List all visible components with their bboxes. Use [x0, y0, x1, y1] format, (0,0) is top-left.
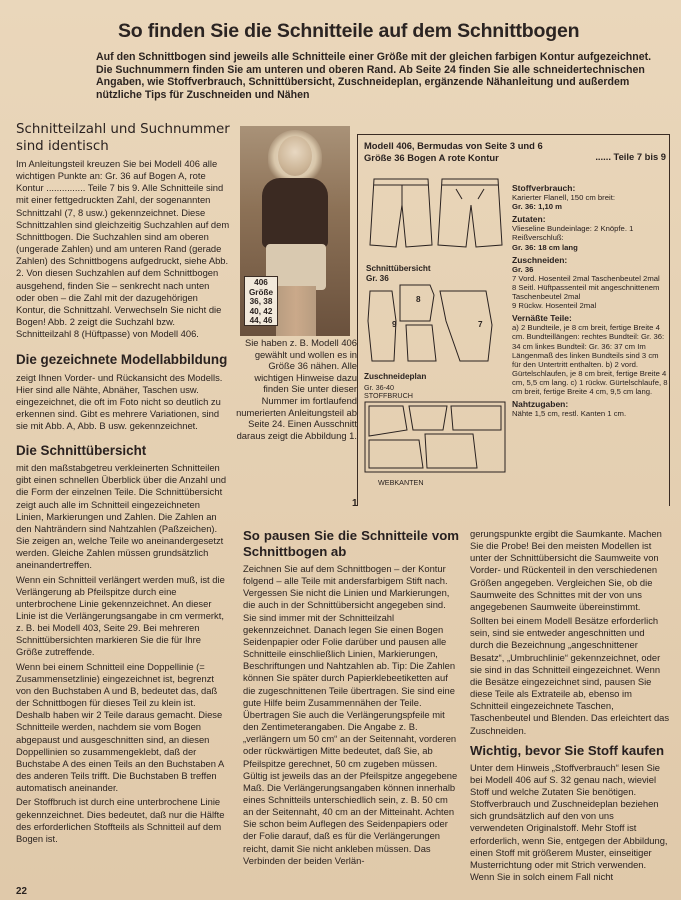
shorts-drawing	[366, 175, 506, 253]
stoffverbrauch-size: Gr. 36: 1,10 m	[512, 202, 562, 212]
section-title-abpausen: So pausen Sie die Schnitteile vom Schnittbogen ab	[243, 528, 459, 559]
piece-number-7: 7	[478, 320, 483, 329]
zutaten-title: Zutaten:	[512, 214, 546, 225]
stoffverbrauch-text: Karierter Flanell, 150 cm breit:	[512, 193, 615, 203]
section-title-schnittuebersicht: Die Schnittübersicht	[16, 442, 147, 458]
layout-label: Zuschneideplan	[364, 372, 427, 381]
section-text-schnittuebersicht-4: Der Stoffbruch ist durch eine unterbrochene Linie gekennzeichnet. Dies bedeutet, daß nur die Hälfte des erforderlichen Stoffteils als Schnitteil auf dem Bogen ist.	[16, 796, 225, 844]
panel-header-line1: Modell 406, Bermudas von Seite 3 und 6	[364, 140, 543, 151]
section-text-schnittuebersicht-2: Wenn ein Schnitteil verlängert werden muß, ist die Verlängerung ab Pfeilspitze durch eine unterbrochene Linie gekennzeichnet. An dieser Linie ist die Verlängerungsangabe in cm vermerkt, z. B. bei Modell 403, Seite 29. Bei mehreren Schnittübersichten markieren Sie die für Ihre Größe zutreffende.	[16, 573, 225, 658]
page-title: So finden Sie die Schnitteile auf dem Schnittbogen	[118, 20, 580, 42]
intro-paragraph: Auf den Schnittbogen sind jeweils alle Schnitteile einer Größe mit der gleichen farbigen Kontur aufgezeichnet. Die Suchnummern finden Sie am unteren und oberen Rand. Ab Seite 24 finden Sie alle schneidertechnischen Angaben, wie Stoffverbrauch, Schnittübersicht, Zuschneideplan, ergänzende Nähanleitung und außerdem nützliche Tips für Zuschneiden und Nähen	[96, 51, 652, 102]
section-title-stoff-kaufen: Wichtig, bevor Sie Stoff kaufen	[470, 742, 665, 758]
cutting-layout-drawing	[363, 400, 507, 490]
right-column	[470, 528, 670, 885]
zuschneiden-size: Gr. 36	[512, 264, 534, 274]
figure-number: 1	[352, 498, 358, 509]
panel-header-line2: Größe 36 Bogen A rote Kontur	[364, 151, 499, 163]
section-text-schnitteilzahl: Im Anleitungsteil kreuzen Sie bei Modell 406 alle wichtigen Punkte an: Gr. 36 auf Bogen A, rote Kontur ............... Teile 7 bis 9. Alle Schnitteile sind mit einer fettgedruckten Zahl, der sogenannten Schnittzahl (7, 8 usw.) gekennzeichnet. Diese Schnittzahlen sind gleichzeitig Suchzahlen auf dem Schnittbogen. Die Suchzahlen sind am oberen (ungerade Zahlen) und am unteren Rand (gerade Zahlen) des Schnittbogens aufgedruckt, siehe Abb. 2. Von diesen Suchzahlen auf dem Schnittbogen ausgehend, finden Sie – senkrecht nach unten oder oben – die Zahl mit der dazugehörigen Kontur, die Schnittzahl. Verwechseln Sie nicht die Bogen! Abb. 2 zeigt die Suchzahl bzw. Schnitteilzahl 8 (Hüftpasse) von Modell 406.	[16, 158, 230, 340]
piece-number-8: 8	[416, 295, 421, 304]
teile-text: a) 2 Bundteile, je 8 cm breit, fertige Breite 4 cm. Bundteillängen: rechtes Bundteil: Gr. 36: 34 cm linkes Bundteil: Gr. 36: 37 cm Im Längenmaß des linken Bundteils sind 3 cm für den Untertritt enthalten. b) 2 vord. Gürtelschlaufen, je 8 cm breit, fertige Breite 4 cm, 5,5 cm lang. c) 1 rückw. Gürtelschlaufe, 8 cm breit, fertige Breite 4 cm, 9,5 cm lang.	[512, 323, 668, 396]
section-text-abpausen: Zeichnen Sie auf dem Schnittbogen – der Kontur folgend – alle Teile mit andersfarbigem Stift nach. Vergessen Sie nicht die Linien und Markierungen, die auch in der Schnittübersicht angegeben sind. Sie sind immer mit der Schnitteilzahl gekennzeichnet. Danach legen Sie einen Bogen Seidenpapier oder Folie darüber und pausen alle Schnitteile einschließlich Linien, Markierungen, Beschriftungen und Nahtzahlen ab. Tip: Die Zahlen können Sie später durch Papierklebeetiketten auf die zugeschnittenen Teile übertragen. Sie sind eine gute Hilfe beim Zusammennähen der Teile. Übertragen Sie auch die Verlängerungspfeile mit den Zentimeterangaben. Die Angabe z. B. „verlängern um 50 cm“ an der Seitennaht, vorderen oder rückwärtigen Mitte bedeutet, daß Sie, ab Pfeilspitze gerechnet, 50 cm zugeben müssen. Gültig ist jeweils das an der Pfeilspitze angegebene Maß. Die Verlängerungsangaben können innerhalb eines Schnitteils unterschiedlich sein, z. B. 50 cm an der Seitennaht, 40 cm an der Mitteinaht. Achten Sie schon beim Auflegen des Seidenpapiers oder der Folie darauf, daß es für die Verlängerungen reicht, damit Sie nicht ankleben müssen. Das Verbinden der beiden Verlän-	[243, 563, 458, 866]
section-title-schnitteilzahl: Schnitteilzahl und Suchnummer sind identisch	[16, 122, 230, 154]
layout-size: Gr. 36-40	[364, 383, 394, 392]
piece-number-9: 9	[392, 320, 397, 329]
section-title-modellabbildung: Die gezeichnete Modellabbildung	[16, 352, 228, 368]
section-text-schnittuebersicht-3: Wenn bei einem Schnitteil eine Doppellinie (= Zusammensetzlinie) eingezeichnet ist, begrenzt von den Buchstaben A und B, bedeutet das, daß der Schnittbogen für dieses Teil zu klein ist. Deshalb haben wir 2 Teile daraus gemacht. Diese Schnitteile werden, nachdem sie vom Bogen abgepaust und ausgeschnitten sind, an diesen Doppellinien so zusammengeklebt, daß der Buchstabe A des einen Teils an den Buchstaben A des anderen Teils trifft. Die Buchstaben B treffen automatisch aneinander.	[16, 660, 224, 794]
naht-text: Nähte 1,5 cm, restl. Kanten 1 cm.	[512, 409, 627, 419]
layout-selvage-label: WEBKANTEN	[378, 478, 424, 487]
panel-header	[364, 140, 666, 163]
page-number: 22	[16, 886, 27, 897]
section-text-modellabbildung: zeigt Ihnen Vorder- und Rückansicht des Modells. Hier sind alle Nähte, Abnäher, Taschen usw. eingezeichnet, die oft im Foto nicht so deutlich zu erkennen sind. Gibt es mehrere Variationen, sind sie mit Abb. A, Abb. B usw. gekennzeichnet.	[16, 371, 223, 432]
zuschneiden-item: 7 Vord. Hosenteil 2mal Taschenbeutel 2mal	[512, 273, 660, 283]
zutaten-size: Gr. 36: 18 cm lang	[512, 242, 578, 252]
section-text-schnittuebersicht-1: mit den maßstabgetreu verkleinerten Schnitteilen gibt einen schnellen Überblick über die Anzahl und die Form der einzelnen Teile. Die Schnittübersicht zeigt auch alle im Schnitteil eingezeichneten Linien, Markierungen und Zahlen. Die Zahlen an den Nahträndern sind Nahtzahlen (Paßzeichen). Sie zeigen an, welche Teile wo aneinandergesetzt werden. Gleiche Zahlen müssen grundsätzlich aneinandertreffen.	[16, 462, 227, 571]
middle-column	[243, 528, 459, 869]
right-text-3: Unter dem Hinweis „Stoffverbrauch“ lesen Sie bei Modell 406 auf S. 32 genau nach, wieviel Stoff und welche Zutaten Sie benötigen. Stoffverbrauch und Zuschneideplan beziehen sich grundsätzlich auf den von uns verwendeten Originalstoff. Mehr Stoff ist erforderlich, wenn Sie, entgegen der Abbildung, einen Stoff mit größerem Muster, einseitiger Musterrichtung oder mit Strich verwenden. Wenn Sie in solch einem Fall nicht	[470, 761, 668, 883]
panel-header-pages: ...... Teile 7 bis 9	[595, 151, 666, 162]
naht-title: Nahtzugaben:	[512, 399, 569, 410]
zuschneiden-item: 8 Seitl. Hüftpassenteil mit angeschnittenem Taschenbeutel 2mal	[512, 282, 660, 302]
zuschneiden-title: Zuschneiden:	[512, 254, 568, 265]
zuschneiden-item: 9 Rückw. Hosenteil 2mal	[512, 301, 597, 311]
overview-label: Schnittübersicht	[366, 264, 431, 273]
zutaten-text: Vlieseline Bundeinlage: 2 Knöpfe. 1 Reißverschluß:	[512, 224, 634, 243]
photo-caption: Sie haben z. B. Modell 406 gewählt und wollen es in Größe 36 nähen. Alle wichtigen Hinweise dazu finden Sie unter dieser Nummer im fortlaufend numerierten Anleitungsteil ab Seite 24. Einen Ausschnitt daraus zeigt die Abbildung 1.	[236, 337, 357, 441]
pattern-details	[512, 180, 668, 418]
size-label-box: 406 Größe 36, 38 40, 42 44, 46	[244, 276, 278, 326]
stoffverbrauch-title: Stoffverbrauch:	[512, 183, 576, 193]
teile-title: Vernäßte Teile:	[512, 313, 572, 324]
right-text-1: gerungspunkte ergibt die Saumkante. Machen Sie die Probe! Bei den meisten Modellen ist unter der Schnittübersicht die Saumweite von Vorder- und Rückenteil in den verschiedenen Größen angegeben. Vergleichen Sie, ob die Saumweite des Schnittes mit der von uns angegebenen Saumweite übereinstimmt.	[470, 528, 662, 612]
right-text-2: Sollten bei einem Modell Besätze erforderlich sein, sind sie entweder angeschnitten und durch die Bezeichnung „angeschnittener Besatz“, „Umbruchlinie“ gekennzeichnet, oder sie sind in das Schnitteil eingezeichnet. Wenn die Besätze eingezeichnet sind, pausen Sie diese Teile als Extrateile ab, ebenso im Schnitteil eingezeichnete Taschen, Taschenbeutel und Blenden. Das erleichtert das Zuschneiden.	[470, 615, 670, 736]
overview-size: Gr. 36	[366, 274, 389, 283]
left-column	[16, 122, 230, 847]
layout-fold-label: STOFFBRUCH	[364, 391, 413, 400]
